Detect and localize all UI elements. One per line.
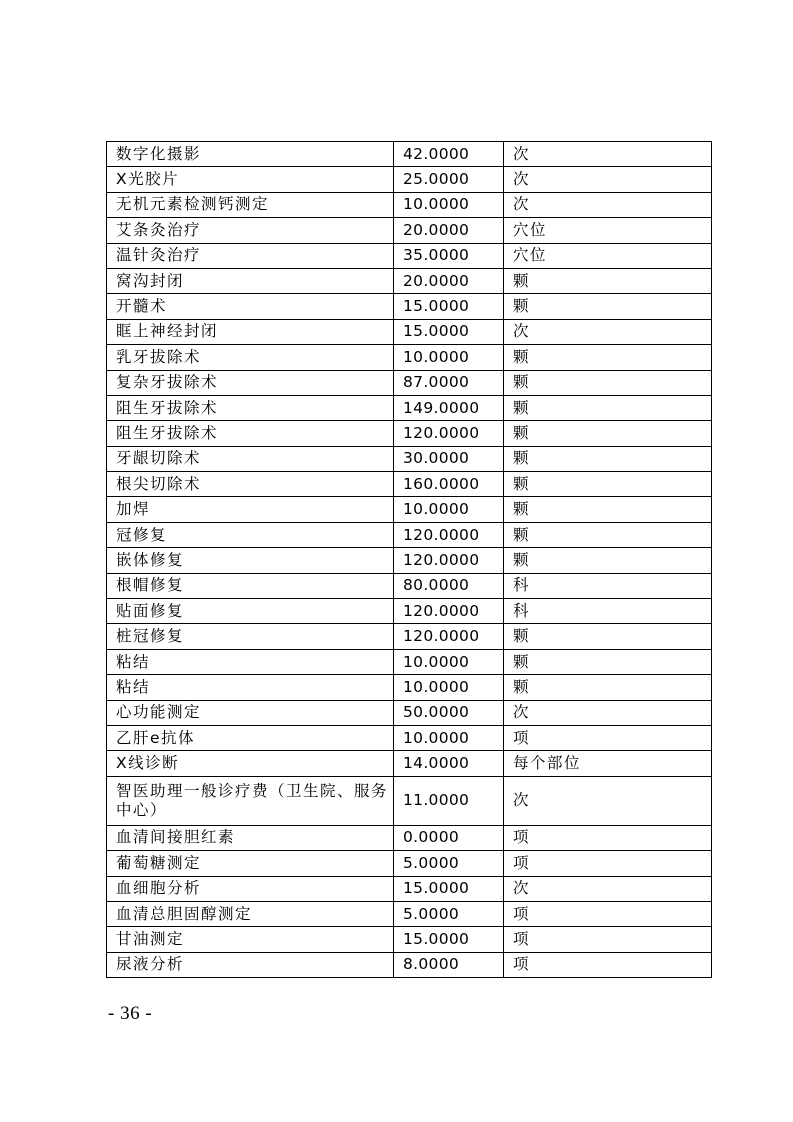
- price-cell: 10.0000: [394, 649, 504, 674]
- price-cell: 10.0000: [394, 497, 504, 522]
- price-cell: 20.0000: [394, 268, 504, 293]
- table-row: [107, 167, 712, 192]
- unit-cell: 颗: [504, 345, 712, 370]
- price-cell: 87.0000: [394, 370, 504, 395]
- item-name-cell: X光胶片: [107, 167, 394, 192]
- item-name-cell: 尿液分析: [107, 952, 394, 977]
- table-row: [107, 901, 712, 926]
- item-name-cell: 贴面修复: [107, 599, 394, 624]
- unit-cell: 次: [504, 167, 712, 192]
- item-name-cell: 乙肝e抗体: [107, 725, 394, 750]
- unit-cell: 颗: [504, 395, 712, 420]
- item-name-cell: 加焊: [107, 497, 394, 522]
- price-cell: 25.0000: [394, 167, 504, 192]
- price-cell: 10.0000: [394, 192, 504, 217]
- table-row: [107, 345, 712, 370]
- item-name-cell: 阻生牙拔除术: [107, 421, 394, 446]
- table-row: [107, 649, 712, 674]
- table-row: [107, 243, 712, 268]
- price-cell: 120.0000: [394, 421, 504, 446]
- price-cell: 10.0000: [394, 345, 504, 370]
- item-name-cell: X线诊断: [107, 751, 394, 776]
- unit-cell: 每个部位: [504, 751, 712, 776]
- unit-cell: 穴位: [504, 243, 712, 268]
- table-row: [107, 192, 712, 217]
- table-row: [107, 776, 712, 825]
- price-cell: 120.0000: [394, 522, 504, 547]
- table-row: [107, 725, 712, 750]
- table-row: [107, 446, 712, 471]
- unit-cell: 科: [504, 599, 712, 624]
- unit-cell: 项: [504, 952, 712, 977]
- item-name-cell: 窝沟封闭: [107, 268, 394, 293]
- item-name-cell: 桩冠修复: [107, 624, 394, 649]
- table-row: [107, 573, 712, 598]
- item-name-cell: 根尖切除术: [107, 472, 394, 497]
- item-name-cell: 粘结: [107, 649, 394, 674]
- table-row: [107, 370, 712, 395]
- unit-cell: 颗: [504, 421, 712, 446]
- table-row: [107, 395, 712, 420]
- table-row: [107, 294, 712, 319]
- fee-table: [106, 141, 712, 978]
- unit-cell: 颗: [504, 624, 712, 649]
- table-row: [107, 522, 712, 547]
- price-cell: 11.0000: [394, 776, 504, 825]
- unit-cell: 颗: [504, 268, 712, 293]
- item-name-cell: 冠修复: [107, 522, 394, 547]
- unit-cell: 颗: [504, 548, 712, 573]
- item-name-cell: 甘油测定: [107, 927, 394, 952]
- item-name-cell: 粘结: [107, 675, 394, 700]
- price-cell: 120.0000: [394, 624, 504, 649]
- item-name-cell: 血清总胆固醇测定: [107, 901, 394, 926]
- price-cell: 0.0000: [394, 825, 504, 850]
- table-row: [107, 548, 712, 573]
- table-row: [107, 421, 712, 446]
- item-name-cell: 智医助理一般诊疗费（卫生院、服务中心）: [107, 776, 394, 825]
- unit-cell: 项: [504, 901, 712, 926]
- unit-cell: 颗: [504, 675, 712, 700]
- item-name-cell: 葡萄糖测定: [107, 851, 394, 876]
- item-name-cell: 心功能测定: [107, 700, 394, 725]
- price-cell: 50.0000: [394, 700, 504, 725]
- table-row: [107, 268, 712, 293]
- price-cell: 15.0000: [394, 294, 504, 319]
- item-name-cell: 根帽修复: [107, 573, 394, 598]
- table-row: [107, 142, 712, 167]
- price-cell: 10.0000: [394, 725, 504, 750]
- unit-cell: 项: [504, 927, 712, 952]
- table-row: [107, 751, 712, 776]
- table-row: [107, 497, 712, 522]
- item-name-cell: 开髓术: [107, 294, 394, 319]
- page-number: - 36 -: [108, 1003, 153, 1024]
- item-name-cell: 乳牙拔除术: [107, 345, 394, 370]
- unit-cell: 次: [504, 776, 712, 825]
- unit-cell: 次: [504, 876, 712, 901]
- unit-cell: 次: [504, 319, 712, 344]
- price-cell: 80.0000: [394, 573, 504, 598]
- table-row: [107, 700, 712, 725]
- price-cell: 20.0000: [394, 218, 504, 243]
- price-cell: 35.0000: [394, 243, 504, 268]
- unit-cell: 项: [504, 725, 712, 750]
- fee-table-body: [107, 142, 712, 978]
- price-cell: 120.0000: [394, 599, 504, 624]
- unit-cell: 颗: [504, 294, 712, 319]
- item-name-cell: 牙龈切除术: [107, 446, 394, 471]
- item-name-cell: 无机元素检测钙测定: [107, 192, 394, 217]
- price-cell: 8.0000: [394, 952, 504, 977]
- price-cell: 120.0000: [394, 548, 504, 573]
- price-cell: 30.0000: [394, 446, 504, 471]
- item-name-cell: 阻生牙拔除术: [107, 395, 394, 420]
- unit-cell: 穴位: [504, 218, 712, 243]
- table-row: [107, 218, 712, 243]
- price-cell: 15.0000: [394, 876, 504, 901]
- price-cell: 15.0000: [394, 319, 504, 344]
- table-row: [107, 675, 712, 700]
- unit-cell: 颗: [504, 472, 712, 497]
- table-row: [107, 825, 712, 850]
- table-row: [107, 319, 712, 344]
- table-row: [107, 472, 712, 497]
- table-row: [107, 876, 712, 901]
- unit-cell: 项: [504, 851, 712, 876]
- table-row: [107, 952, 712, 977]
- unit-cell: 科: [504, 573, 712, 598]
- unit-cell: 颗: [504, 649, 712, 674]
- table-row: [107, 851, 712, 876]
- price-cell: 14.0000: [394, 751, 504, 776]
- price-cell: 5.0000: [394, 901, 504, 926]
- price-cell: 5.0000: [394, 851, 504, 876]
- price-cell: 149.0000: [394, 395, 504, 420]
- unit-cell: 颗: [504, 522, 712, 547]
- unit-cell: 次: [504, 700, 712, 725]
- price-cell: 15.0000: [394, 927, 504, 952]
- item-name-cell: 血清间接胆红素: [107, 825, 394, 850]
- item-name-cell: 温针灸治疗: [107, 243, 394, 268]
- table-row: [107, 599, 712, 624]
- price-cell: 42.0000: [394, 142, 504, 167]
- unit-cell: 项: [504, 825, 712, 850]
- unit-cell: 次: [504, 142, 712, 167]
- item-name-cell: 血细胞分析: [107, 876, 394, 901]
- price-cell: 10.0000: [394, 675, 504, 700]
- unit-cell: 颗: [504, 446, 712, 471]
- table-row: [107, 624, 712, 649]
- item-name-cell: 眶上神经封闭: [107, 319, 394, 344]
- price-cell: 160.0000: [394, 472, 504, 497]
- item-name-cell: 数字化摄影: [107, 142, 394, 167]
- table-row: [107, 927, 712, 952]
- unit-cell: 颗: [504, 370, 712, 395]
- item-name-cell: 艾条灸治疗: [107, 218, 394, 243]
- unit-cell: 颗: [504, 497, 712, 522]
- unit-cell: 次: [504, 192, 712, 217]
- item-name-cell: 嵌体修复: [107, 548, 394, 573]
- item-name-cell: 复杂牙拔除术: [107, 370, 394, 395]
